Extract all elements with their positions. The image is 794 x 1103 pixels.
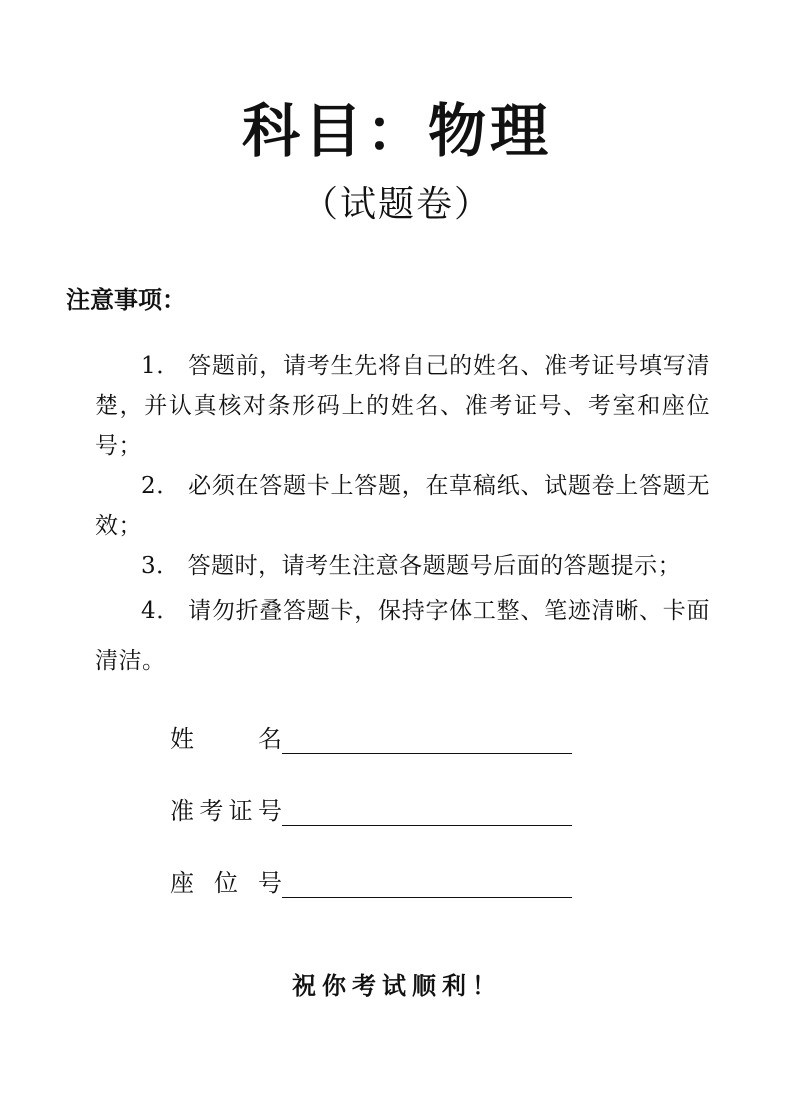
name-label-char: 姓 (170, 725, 194, 753)
exam-id-label-char: 准 (170, 797, 194, 825)
seat-blank-line[interactable] (282, 897, 572, 898)
page-title: 科目：物理 (241, 97, 552, 165)
exam-id-label-char: 考 (199, 797, 224, 825)
note-item-2 (95, 466, 710, 546)
name-label-char: 名 (258, 725, 282, 753)
note-number: 3． (141, 553, 180, 579)
seat-label-char: 位 (214, 869, 238, 897)
seat-field (170, 862, 580, 902)
note-item-3 (95, 546, 710, 586)
exam-id-label (170, 796, 282, 826)
name-label (170, 724, 282, 754)
page-subtitle: （试题卷） (301, 184, 492, 225)
note-item-1 (95, 346, 710, 466)
seat-label-char: 号 (258, 869, 282, 897)
exam-id-label-char: 号 (257, 797, 282, 825)
note-text: 必须在答题卡上答题，在草稿纸、试题卷上答题无效； (95, 473, 711, 539)
note-text: 请勿折叠答题卡，保持字体工整、笔迹清晰、卡面清洁。 (95, 598, 711, 674)
notes-heading: 注意事项： (66, 286, 186, 314)
seat-label (170, 868, 282, 898)
exam-id-field (170, 790, 580, 830)
name-field (170, 718, 580, 758)
note-text: 答题前，请考生先将自己的姓名、准考证号填写清楚，并认真核对条形码上的姓名、准考证号、考室和座位号； (95, 353, 711, 459)
note-item-4 (95, 586, 710, 686)
name-blank-line[interactable] (282, 753, 572, 754)
blessing-text: 祝你考试顺利！ (292, 972, 502, 1000)
seat-label-char: 座 (170, 869, 194, 897)
notes-list (95, 346, 710, 686)
exam-id-label-char: 证 (228, 797, 253, 825)
note-text: 答题时，请考生注意各题题号后面的答题提示； (187, 553, 682, 579)
note-number: 2． (141, 473, 181, 499)
exam-id-blank-line[interactable] (282, 825, 572, 826)
note-number: 1． (141, 353, 181, 379)
note-number: 4． (141, 598, 181, 624)
